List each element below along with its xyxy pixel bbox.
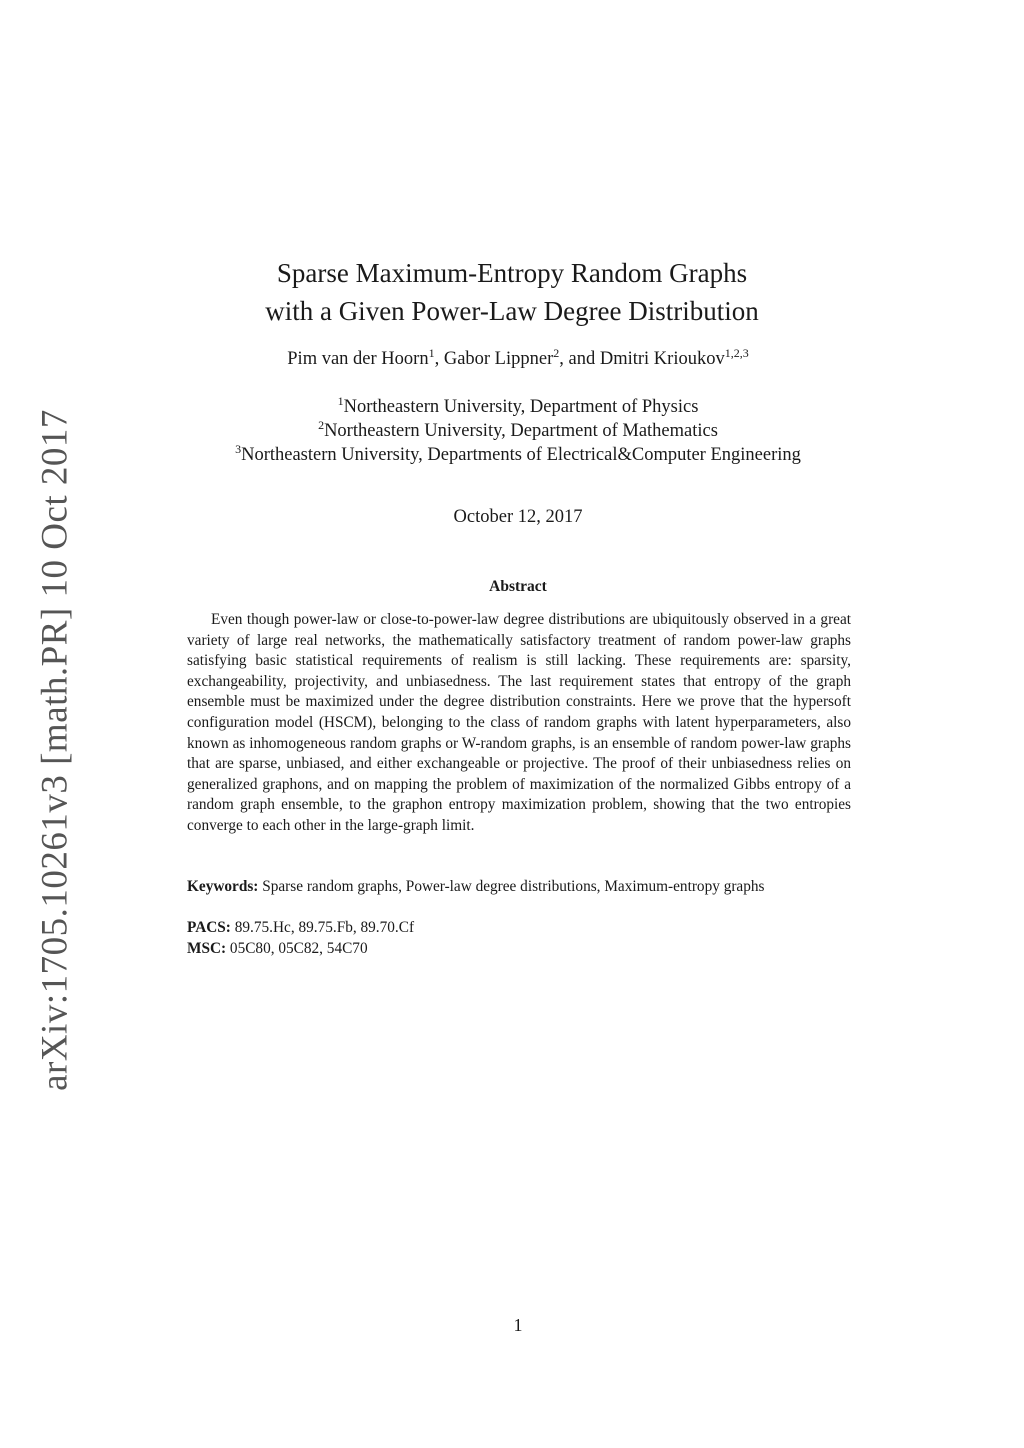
pacs-line [187, 918, 851, 939]
author-name: Pim van der Hoorn [287, 349, 429, 369]
author-affiliation-mark: 1 [428, 346, 435, 360]
abstract-heading: Abstract [489, 578, 547, 595]
affiliation-mark: 3 [235, 442, 242, 456]
affiliation-line [0, 395, 1024, 419]
publication-date: October 12, 2017 [453, 507, 583, 527]
pacs-label: PACS: [187, 919, 231, 936]
page-number: 1 [513, 1315, 523, 1335]
keywords-line [187, 877, 851, 898]
author-affiliation-mark: 2 [553, 346, 560, 360]
author-list [0, 346, 1024, 370]
pacs-text: 89.75.Hc, 89.75.Fb, 89.70.Cf [234, 919, 415, 936]
msc-line [187, 939, 851, 960]
author-separator: , and [559, 349, 600, 369]
affiliation-mark: 2 [318, 418, 325, 432]
affiliation-mark: 1 [337, 394, 344, 408]
arxiv-identifier: arXiv:1705.10261v3 [math.PR] 10 Oct 2017 [34, 409, 76, 1091]
abstract-text: Even though power-law or close-to-power-law degree distributions are ubiquitously observed in a great variety of large real networks, the mathematically satisfactory treatment of random power-law graphs satisfying basic statistical requirements of realism is still lacking. These requirements are: sparsity, exchangeability, projectivity, and unbiasedness. The last requirement states that entropy of the graph ensemble must be maximized under the degree distribution constraints. Here we prove that the hypersoft configuration model (HSCM), belonging to the class of random graphs with latent hyperparameters, also known as inhomogeneous random graphs or W-random graphs, is an ensemble of random power-law graphs that are sparse, unbiased, and either exchangeable or projective. The proof of their unbiasedness relies on generalized graphons, and on mapping the problem of maximization of the normalized Gibbs entropy of a random graph ensemble, to the graphon entropy maximization problem, showing that the two entropies converge to each other in the large-graph limit. [187, 611, 851, 834]
msc-label: MSC: [187, 940, 227, 957]
msc-text: 05C80, 05C82, 54C70 [229, 940, 368, 957]
affiliation-list [0, 395, 1024, 467]
author-affiliation-mark: 1,2,3 [724, 346, 749, 360]
affiliation-text: Northeastern University, Department of Mathematics [324, 421, 718, 441]
affiliation-line [0, 419, 1024, 443]
affiliation-text: Northeastern University, Departments of Electrical&Computer Engineering [241, 445, 801, 465]
paper-title [0, 254, 1024, 330]
keywords-label: Keywords: [187, 878, 259, 895]
paper-title-line-2: with a Given Power-Law Degree Distribution [265, 296, 759, 326]
keywords-text: Sparse random graphs, Power-law degree distributions, Maximum-entropy graphs [262, 878, 765, 895]
author-name: Dmitri Krioukov [599, 349, 725, 369]
affiliation-line [0, 443, 1024, 467]
paper-title-line-1: Sparse Maximum-Entropy Random Graphs [276, 258, 748, 288]
author-separator: , [434, 349, 444, 369]
affiliation-text: Northeastern University, Department of Physics [343, 397, 699, 417]
author-name: Gabor Lippner [443, 349, 554, 369]
